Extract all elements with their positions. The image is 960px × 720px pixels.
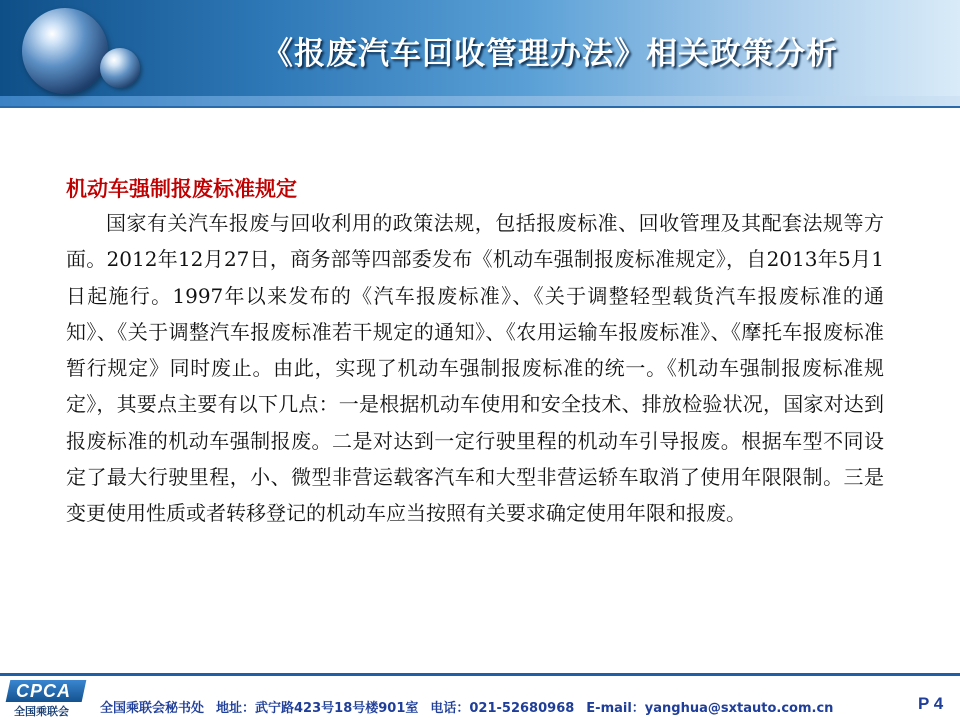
footer-divider	[0, 673, 960, 676]
footer-address: 地址：武宁路423号18号楼901室	[216, 701, 419, 716]
footer-email: E-mail：yanghua@sxtauto.com.cn	[586, 701, 834, 716]
slide-title: 《报废汽车回收管理办法》相关政策分析	[262, 36, 838, 72]
body-paragraph: 国家有关汽车报废与回收利用的政策法规，包括报废标准、回收管理及其配套法规等方面。2012年12月27日，商务部等四部委发布《机动车强制报废标准规定》，自2013年5月1日起施行。1997年以来发布的《汽车报废标准》、《关于调整轻型载货汽车报废标准的通知》、《关于调整汽车报废标准若干规定的通知》、《农用运输车报废标准》、《摩托车报废标准暂行规定》同时废止。由此，实现了机动车强制报废标准的统一。《机动车强制报废标准规定》，其要点主要有以下几点：一是根据机动车使用和安全技术、排放检验状况，国家对达到报废标准的机动车强制报废。二是对达到一定行驶里程的机动车引导报废。根据车型不同设定了最大行驶里程，小、微型非营运载客汽车和大型非营运轿车取消了使用年限限制。三是变更使用性质或者转移登记的机动车应当按照有关要求确定使用年限和报废。	[66, 211, 884, 526]
footer-contact-info	[100, 697, 845, 716]
footer-phone: 电话：021-52680968	[430, 701, 575, 716]
globe-orb-large-icon	[22, 8, 108, 94]
cpca-logo	[8, 680, 88, 718]
footer-org: 全国乘联会秘书处	[100, 701, 205, 716]
header-divider	[0, 106, 960, 108]
section-heading: 机动车强制报废标准规定	[66, 176, 297, 201]
globe-orb-small-icon	[100, 48, 140, 88]
header-band	[0, 96, 960, 106]
logo-subtext: 全国乘联会	[14, 705, 69, 718]
logo-text: CPCA	[16, 681, 72, 701]
page-number: P 4	[918, 694, 944, 713]
